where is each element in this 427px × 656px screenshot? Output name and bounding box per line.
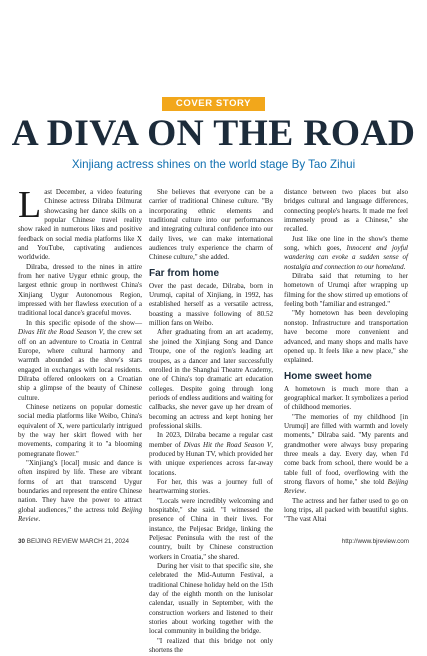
paragraph-text: . (403, 262, 406, 271)
drop-cap: L (18, 184, 42, 226)
section-heading: Far from home (149, 267, 220, 279)
headline: A DIVA ON THE ROAD (11, 113, 416, 154)
paragraph: For her, this was a journey full of heartwarming stories. (149, 477, 273, 496)
paragraph: distance between two places but also bridges cultural and language differences, connecting people's hearts. It made me feel immensely proud as a Chinese," she recalled. (284, 188, 408, 234)
paragraph (18, 459, 142, 524)
publication-issue: BEIJING REVIEW MARCH 21, 2024 (26, 538, 129, 545)
paragraph-text: ast December, a video featuring Chinese actress Dilraba Dilmurat showcasing her dance skills on a popular Chinese travel reality show raked in numerous likes and positive feedback on social media platforms like X and YouTube, captivating audiences worldwide. (18, 188, 142, 262)
publication-name: Beijing Review (284, 477, 408, 496)
paragraph (284, 235, 408, 272)
section-heading: Home sweet home (284, 370, 372, 382)
column-2 (149, 188, 273, 656)
paragraph-text: In 2023, Dilraba became a regular cast member of (149, 431, 273, 449)
paragraph-text: In this specific episode of the show— (26, 318, 142, 327)
paragraph-text: . (304, 487, 307, 496)
paragraph: A hometown is much more than a geographical marker. It symbolizes a period of childhood memories. (284, 384, 408, 412)
paragraph-text: . (38, 515, 41, 524)
paragraph (284, 413, 408, 497)
show-title: Divas Hit the Road Season V (18, 328, 104, 337)
column-1 (18, 184, 142, 524)
paragraph: During her visit to that specific site, she celebrated the Mid-Autumn Festival, a traditional Chinese holiday held on the 15th day of the eighth month on the lunisolar calendar, usually in September, with the construction workers and listened to their stories about working together with the local community in building the bridge. (149, 562, 273, 636)
cover-story-label: COVER STORY (162, 97, 265, 111)
show-title: Divas Hit the Road Season V (183, 440, 272, 449)
paragraph: Chinese netizens on popular domestic social media platforms like Weibo, China's equivalent of X, were particularly intrigued by the way her skirt flowed with her movements, comparing it to "a blooming pomegranate flower." (18, 402, 142, 458)
website-url[interactable]: http://www.bjreview.com (341, 538, 409, 545)
paragraph-text: , the crew set off on an adventure to Croatia in Central Europe, where cultural harmony and warmth abounded as the show's stars engaged in exchanges with local residents. Dilraba offered onlookers on a Croatian ship a glimpse of the beauty of Chinese culture. (18, 328, 142, 402)
paragraph: After graduating from an art academy, she joined the Xinjiang Song and Dance Troupe, one of the region's leading art troupes, as a dancer and later successfully enrolled in the Shanghai Theatre Academy, one of China's top dramatic art education colleges. Despite going through long periods of endless auditions and waiting for callbacks, she never gave up her dream of becoming an actress and kept honing her professional skills. (149, 328, 273, 430)
publication-name: Beijing Review (18, 505, 142, 524)
paragraph-text: , produced by Hunan TV, which provided her with unique experiences across far-away locations. (149, 440, 274, 477)
paragraph: Dilraba said that returning to her hometown of Urumqi after wrapping up filming for the show stirred up emotions of feeling both "familiar and estranged." (284, 272, 408, 309)
paragraph: "Locals were incredibly welcoming and hospitable," she said. "I witnessed the presence of China in their lives. For instance, the Peljesac Bridge, linking the Peljesac Peninsula with the rest of the country, built by Chinese construction workers in Croatia," she shared. (149, 496, 273, 561)
paragraph (18, 184, 142, 263)
paragraph-text: "Xinjiang's [local] music and dance is often inspired by life. These are vibrant forms of art that transcend Uygur boundaries and represent the entire Chinese nation. They have the power to attract global audiences," the actress told (18, 458, 142, 514)
paragraph-text: Just like one line in the show's theme song, which goes, (284, 234, 408, 253)
page-number: 30 (18, 538, 26, 545)
song-lyric: Innocent and joyful wandering can evoke a sudden sense of nostalgia and connection to our homeland (284, 244, 409, 271)
paragraph: Dilraba, dressed to the nines in attire from her native Uygur ethnic group, the largest ethnic group in northwest China's Xinjiang Uygur Autonomous Region, impressed with her flawless execution of a traditional local dance's graceful moves. (18, 262, 142, 318)
subheadline (0, 158, 427, 171)
column-3 (284, 188, 408, 525)
paragraph: "I realized that this bridge not only shortens the (149, 636, 273, 655)
paragraph: She believes that everyone can be a carrier of traditional Chinese culture. "By incorporating ethnic elements and traditional culture into our performances and integrating cultural confidence into our daily lives, we can make international audiences truly experience the charm of Chinese culture," she added. (149, 188, 273, 262)
footer-left (18, 538, 129, 545)
paragraph (149, 431, 273, 478)
paragraph-text: "The memories of my childhood [in Urumqi] are filled with warmth and lovely moments," Dilraba said. "My parents and grandmother were always busy preparing three meals a day. Every day, when I'd come back from school, there would be a table full of food, overflowing with the strong flavors of home," she told (284, 412, 408, 486)
paragraph: The actress and her father used to go on long trips, all packed with beautiful sights. "The vast Altai (284, 496, 408, 524)
byline: By Tao Zihui (291, 158, 356, 171)
paragraph: "My hometown has been developing nonstop. Infrastructure and transportation have become more convenient and advanced, and many shops and malls have opened up. It feels like a new place," she explained. (284, 309, 408, 365)
paragraph: Over the past decade, Dilraba, born in Urumqi, capital of Xinjiang, in 1992, has established herself as a versatile actress, boasting a massive following of 80.52 million fans on Weibo. (149, 281, 273, 328)
subtitle: Xinjiang actress shines on the world stage (71, 158, 289, 171)
paragraph (18, 319, 142, 403)
